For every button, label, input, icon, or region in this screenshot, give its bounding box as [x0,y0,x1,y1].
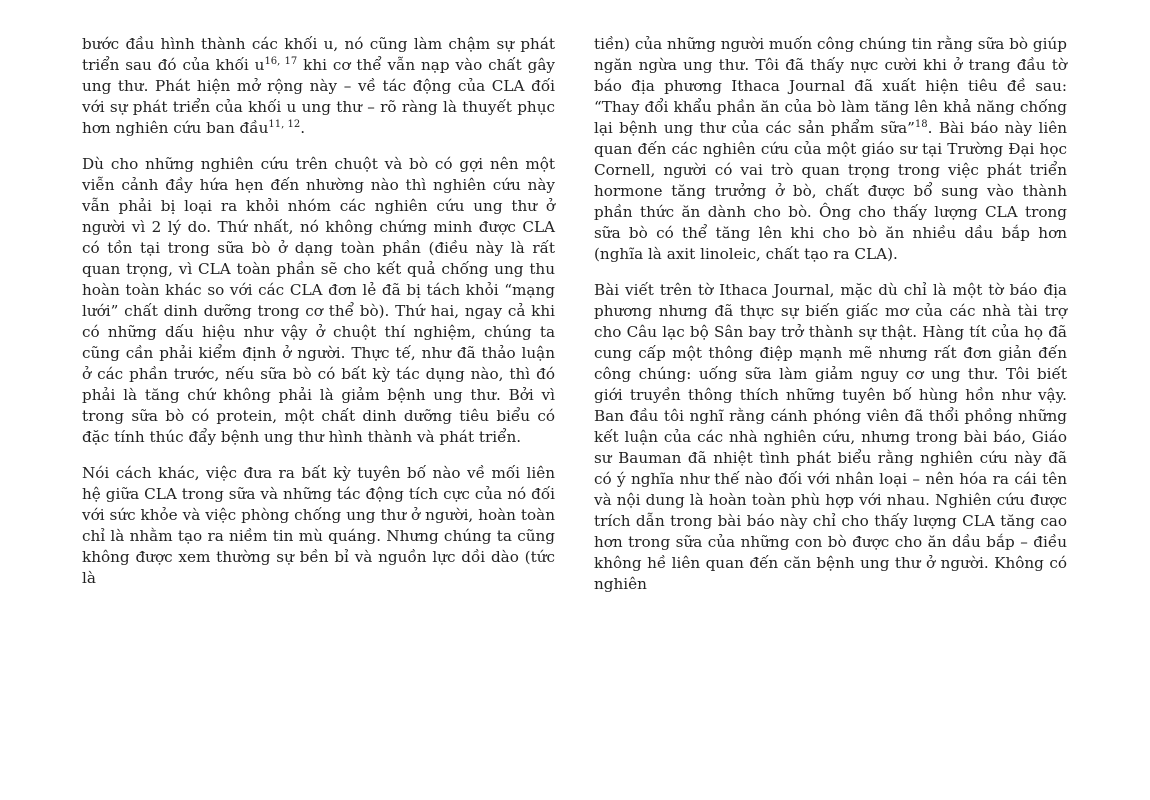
citation-superscript: 18 [914,119,928,130]
paragraph [82,34,555,139]
paragraph: Nói cách khác, việc đưa ra bất kỳ tuyên bố nào về mối liên hệ giữa CLA trong sữa và những tác động tích cực của nó đối với sức khỏe và việc phòng chống ung thư ở người, hoàn toàn chỉ là nhằm tạo ra niềm tin mù quáng. Nhưng chúng ta cũng không được xem thường sự bền bỉ và nguồn lực dồi dào (tức là [82,464,555,587]
paragraph [594,34,1067,265]
paragraph: Bài viết trên tờ Ithaca Journal, mặc dù chỉ là một tờ báo địa phương nhưng đã thực sự biến giấc mơ của các nhà tài trợ cho Câu lạc bộ Sân bay trở thành sự thật. Hàng tít của họ đã cung cấp một thông điệp mạnh mẽ nhưng rất đơn giản đến công chúng: uống sữa làm giảm nguy cơ ung thư. Tôi biết giới truyền thông thích những tuyên bố hùng hồn như vậy. Ban đầu tôi nghĩ rằng cánh phóng viên đã thổi phồng những kết luận của các nhà nghiên cứu, nhưng trong bài báo, Giáo sư Bauman đã nhiệt tình phát biểu rằng nghiên cứu này đã có ý nghĩa như thế nào đối với nhân loại – nên hóa ra cái tên và nội dung là hoàn toàn phù hợp với nhau. Nghiên cứu được trích dẫn trong bài báo này chỉ cho thấy lượng CLA tăng cao hơn trong sữa của những con bò được cho ăn dầu bắp – điều không hề liên quan đến căn bệnh ung thư ở người. Không có nghiên [594,281,1067,593]
paragraph-text: khi cơ thể vẫn nạp vào chất gây ung thư. Phát hiện mở rộng này – về tác động của CLA đối với sự phát triển của khối u ung thư – rõ ràng là thuyết phục hơn nghiên cứu ban đầu [82,56,556,137]
paragraph-text: . [300,119,306,137]
paragraph: Dù cho những nghiên cứu trên chuột và bò có gợi nên một viễn cảnh đầy hứa hẹn đến nhường nào thì nghiên cứu này vẫn phải bị loại ra khỏi nhóm các nghiên cứu ung thư ở người vì 2 lý do. Thứ nhất, nó không chứng minh được CLA có tồn tại trong sữa bò ở dạng toàn phần (điều này là rất quan trọng, vì CLA toàn phần sẽ cho kết quả chống ung thu hoàn toàn khác so với các CLA đơn lẻ đã bị tách khỏi “mạng lưới” chất dinh dưỡng trong cơ thể bò). Thứ hai, ngay cả khi có những dấu hiệu như vậy ở chuột thí nghiệm, chúng ta cũng cần phải kiểm định ở người. Thực tế, như đã thảo luận ở các phần trước, nếu sữa bò có bất kỳ tác dụng nào, thì đó phải là tăng chứ không phải là giảm bệnh ung thư. Bởi vì trong sữa bò có protein, một chất dinh dưỡng tiêu biểu có đặc tính thúc đẩy bệnh ung thư hình thành và phát triển. [82,155,555,446]
right-text-column [594,34,1067,610]
paragraph-text: tiền) của những người muốn công chúng tin rằng sữa bò giúp ngăn ngừa ung thư. Tôi đã thấy nực cười khi ở trang đầu tờ báo địa phương Ithaca Journal đã xuất hiện tiêu đề sau: “Thay đổi khẩu phần ăn của bò làm tăng lên khả năng chống lại bệnh ung thư của các sản phẩm sữa” [594,35,1067,137]
citation-superscript: 11, 12 [268,119,301,130]
paragraph-text: bước đầu hình thành các khối u, nó cũng làm chậm sự phát triển sau đó của khối u [82,35,555,74]
left-text-column [82,34,555,604]
paragraph-text: . Bài báo này liên quan đến các nghiên cứu của một giáo sư tại Trường Đại học Cornell, người có vai trò quan trọng trong việc phát triển hormone tăng trưởng ở bò, chất được bổ sung vào thành phần thức ăn dành cho bò. Ông cho thấy lượng CLA trong sữa bò có thể tăng lên khi cho bò ăn nhiều dầu bắp hơn (nghĩa là axit linoleic, chất tạo ra CLA). [594,119,1067,263]
citation-superscript: 16, 17 [264,56,298,67]
